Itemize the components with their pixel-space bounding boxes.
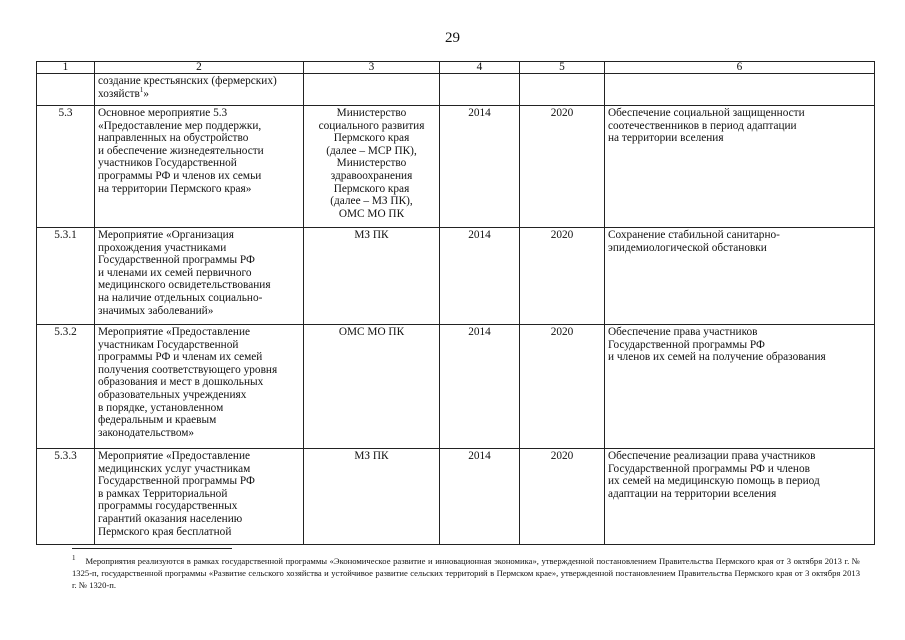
- expected-result: Обеспечение социальной защищенности соотечественников в период адаптации на территории вселения: [605, 106, 875, 228]
- row-number: 5.3.2: [37, 325, 95, 449]
- footnote-ref: 1: [139, 85, 144, 94]
- row-number: 5.3: [37, 106, 95, 228]
- executor: МЗ ПК: [304, 449, 440, 545]
- executor: Министерство социального развития Пермского края (далее – МСР ПК), Министерство здравоохранения Пермского края (далее – МЗ ПК), ОМС МО ПК: [304, 106, 440, 228]
- column-header: 2: [95, 62, 304, 74]
- expected-result: Обеспечение реализации права участников Государственной программы РФ и членов их семей на медицинскую помощь в период адаптации на территории вселения: [605, 449, 875, 545]
- measures-table: [36, 61, 875, 545]
- column-header: 3: [304, 62, 440, 74]
- column-number-row: [37, 62, 875, 74]
- table-row: [37, 228, 875, 325]
- table-row: [37, 325, 875, 449]
- table-row: [37, 106, 875, 228]
- footnote-mark: 1: [72, 554, 76, 562]
- column-header: 1: [37, 62, 95, 74]
- footnote: [72, 552, 860, 591]
- measure-name: Мероприятие «Организация прохождения участниками Государственной программы РФ и членами их семей первичного медицинского освидетельствования на наличие отдельных социально- значимых заболеваний»: [95, 228, 304, 325]
- measure-name: Мероприятие «Предоставление участникам Государственной программы РФ и членам их семей получения соответствующего уровня образования и мест в дошкольных образовательных учреждениях в порядке, установленном федеральным и краевым законодательством»: [95, 325, 304, 449]
- expected-result: Обеспечение права участников Государственной программы РФ и членов их семей на получение образования: [605, 325, 875, 449]
- measure-name: Основное мероприятие 5.3 «Предоставление мер поддержки, направленных на обустройство и обеспечение жизнедеятельности участников Государственной программы РФ и членов их семьи на территории Пермского края»: [95, 106, 304, 228]
- row-number: 5.3.3: [37, 449, 95, 545]
- continuation-row: [37, 74, 875, 106]
- column-header: 4: [440, 62, 520, 74]
- executor: ОМС МО ПК: [304, 325, 440, 449]
- footnote-divider: [72, 548, 232, 549]
- footnote-text: Мероприятия реализуются в рамках государственной программы «Экономическое развитие и инновационная экономика», утвержденной постановлением Правительства Пермского края от 3 октября 2013 г. № 1325-п, государственной программы «Развитие сельского хозяйства и устойчивое развитие сельских территорий в Пермском крае», утвержденной постановлением Правительства Пермского края от 3 октября 2013 г. № 1320-п.: [72, 556, 860, 590]
- page-number: 29: [445, 30, 460, 46]
- start-year: 2014: [440, 228, 520, 325]
- start-year: 2014: [440, 106, 520, 228]
- measure-name: Мероприятие «Предоставление медицинских услуг участникам Государственной программы РФ в рамках Территориальной программы государственных гарантий оказания населению Пермского края бесплатной: [95, 449, 304, 545]
- column-header: 6: [605, 62, 875, 74]
- table-row: [37, 449, 875, 545]
- start-year: 2014: [440, 325, 520, 449]
- continuation-text: [95, 74, 304, 106]
- end-year: 2020: [520, 228, 605, 325]
- executor: МЗ ПК: [304, 228, 440, 325]
- continuation-text-body: создание крестьянских (фермерских) хозяйств: [98, 75, 277, 100]
- end-year: 2020: [520, 325, 605, 449]
- end-year: 2020: [520, 449, 605, 545]
- continuation-text-tail: »: [143, 87, 150, 100]
- expected-result: Сохранение стабильной санитарно- эпидемиологической обстановки: [605, 228, 875, 325]
- end-year: 2020: [520, 106, 605, 228]
- row-number: 5.3.1: [37, 228, 95, 325]
- column-header: 5: [520, 62, 605, 74]
- start-year: 2014: [440, 449, 520, 545]
